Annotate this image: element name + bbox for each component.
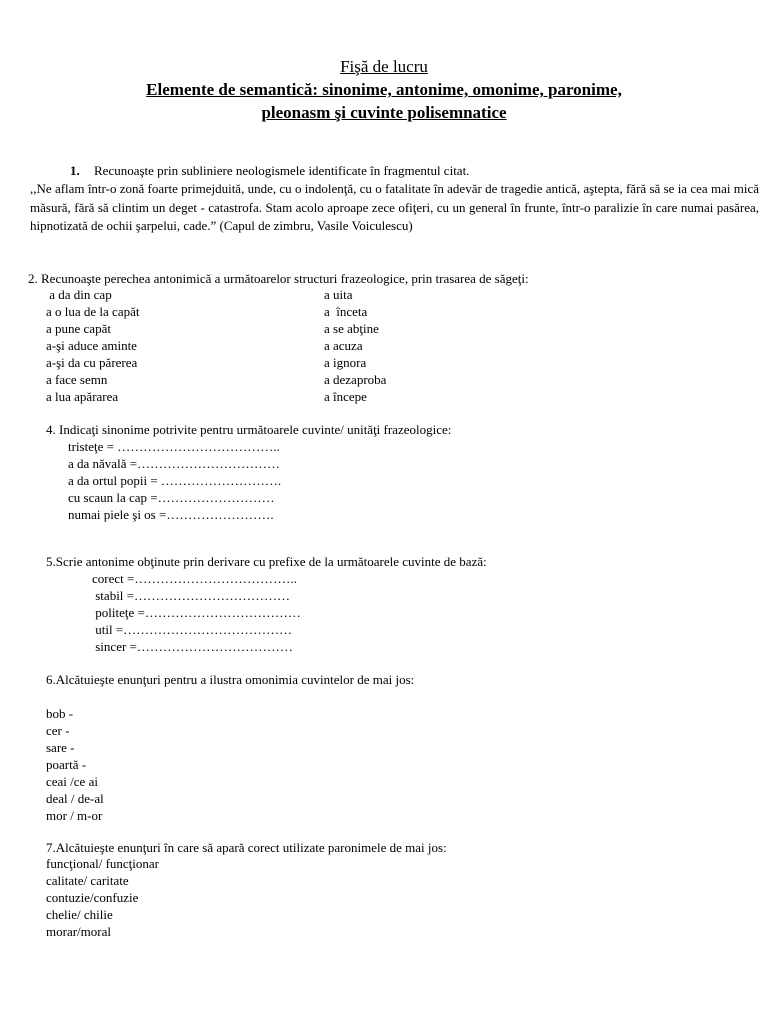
list-item: a dezaproba [324, 372, 387, 387]
list-item: sincer =……………………………… [92, 639, 293, 654]
list-item: a ignora [324, 355, 367, 370]
list-item: a o lua de la capăt [46, 304, 140, 319]
exercise-2-left-column [46, 286, 139, 405]
page-subtitle-line-2: pleonasm şi cuvinte polisemnatice [261, 103, 507, 122]
list-item: a-şi da cu părerea [46, 355, 138, 370]
list-item: chelie/ chilie [46, 907, 113, 922]
list-item: a se abţine [324, 321, 379, 336]
list-item: a da din cap [46, 287, 112, 302]
exercise-4-items [68, 438, 281, 523]
list-item: a da năvală =…………………………… [68, 456, 281, 471]
list-item: a-şi aduce aminte [46, 338, 137, 353]
list-item: a începe [324, 389, 367, 404]
exercise-5-instruction: 5.Scrie antonime obţinute prin derivare cu prefixe de la următoarele cuvinte de bază: [46, 554, 487, 569]
exercise-6-items [46, 705, 104, 824]
list-item: numai piele şi os =……………………. [68, 507, 274, 522]
list-item: morar/moral [46, 924, 111, 939]
exercise-7-instruction: 7.Alcătuieşte enunţuri în care să apară corect utilizate paronimele de mai jos: [46, 840, 447, 855]
list-item: funcţional/ funcţionar [46, 856, 159, 871]
list-item: contuzie/confuzie [46, 890, 139, 905]
list-item: a lua apărarea [46, 389, 119, 404]
list-item: a pune capăt [46, 321, 111, 336]
list-item: stabil =……………………………… [92, 588, 290, 603]
exercise-2-instruction: 2. Recunoaşte perechea antonimică a următoarelor structuri frazeologice, prin trasarea de săgeţi: [28, 271, 529, 286]
list-item: a uita [324, 287, 353, 302]
exercise-1-instruction: 1. Recunoaşte prin subliniere neologismele identificate în fragmentul citat. [70, 163, 470, 178]
list-item: deal / de-al [46, 791, 104, 806]
list-item: corect =……………………………….. [92, 571, 297, 586]
exercise-5-items [92, 570, 301, 655]
page-subtitle-line-1: Elemente de semantică: sinonime, antonime, omonime, paronime, [146, 80, 622, 99]
exercise-7-items [46, 855, 159, 940]
list-item: a acuza [324, 338, 363, 353]
list-item: a înceta [324, 304, 368, 319]
list-item: sare - [46, 740, 75, 755]
list-item: a da ortul popii = ………………………. [68, 473, 282, 488]
worksheet-header [0, 55, 768, 124]
list-item: calitate/ caritate [46, 873, 129, 888]
exercise-2-right-column [324, 286, 386, 405]
list-item: util =………………………………… [92, 622, 293, 637]
exercise-4-instruction: 4. Indicaţi sinonime potrivite pentru următoarele cuvinte/ unităţi frazeologice: [46, 422, 452, 437]
list-item: bob - [46, 706, 74, 721]
exercise-1-quote: ,,Ne aflam într-o zonă foarte primejduită, unde, cu o indolenţă, cu o fatalitate în adevăr de tragedie antică, aştepta, fără să se ia cea mai mică măsură, fără să clintim un deget - catastrofa. Stam acolo aproape zece ofiţeri, cu un general în frunte, într-o paralizie în care numai pasărea, hipnotizată de ochii şarpelui, cade.” (Capul de zimbru, Vasile Voiculescu) [30, 181, 759, 233]
list-item: a face semn [46, 372, 108, 387]
list-item: cu scaun la cap =……………………… [68, 490, 275, 505]
list-item: politeţe =……………………………… [92, 605, 301, 620]
exercise-6-instruction: 6.Alcătuieşte enunţuri pentru a ilustra omonimia cuvintelor de mai jos: [46, 672, 415, 687]
page-title: Fişă de lucru [340, 57, 428, 76]
list-item: tristeţe = ……………………………….. [68, 439, 280, 454]
list-item: poartă - [46, 757, 87, 772]
list-item: cer - [46, 723, 70, 738]
list-item: mor / m-or [46, 808, 103, 823]
list-item: ceai /ce ai [46, 774, 98, 789]
exercise-1-number: 1. [70, 163, 80, 178]
